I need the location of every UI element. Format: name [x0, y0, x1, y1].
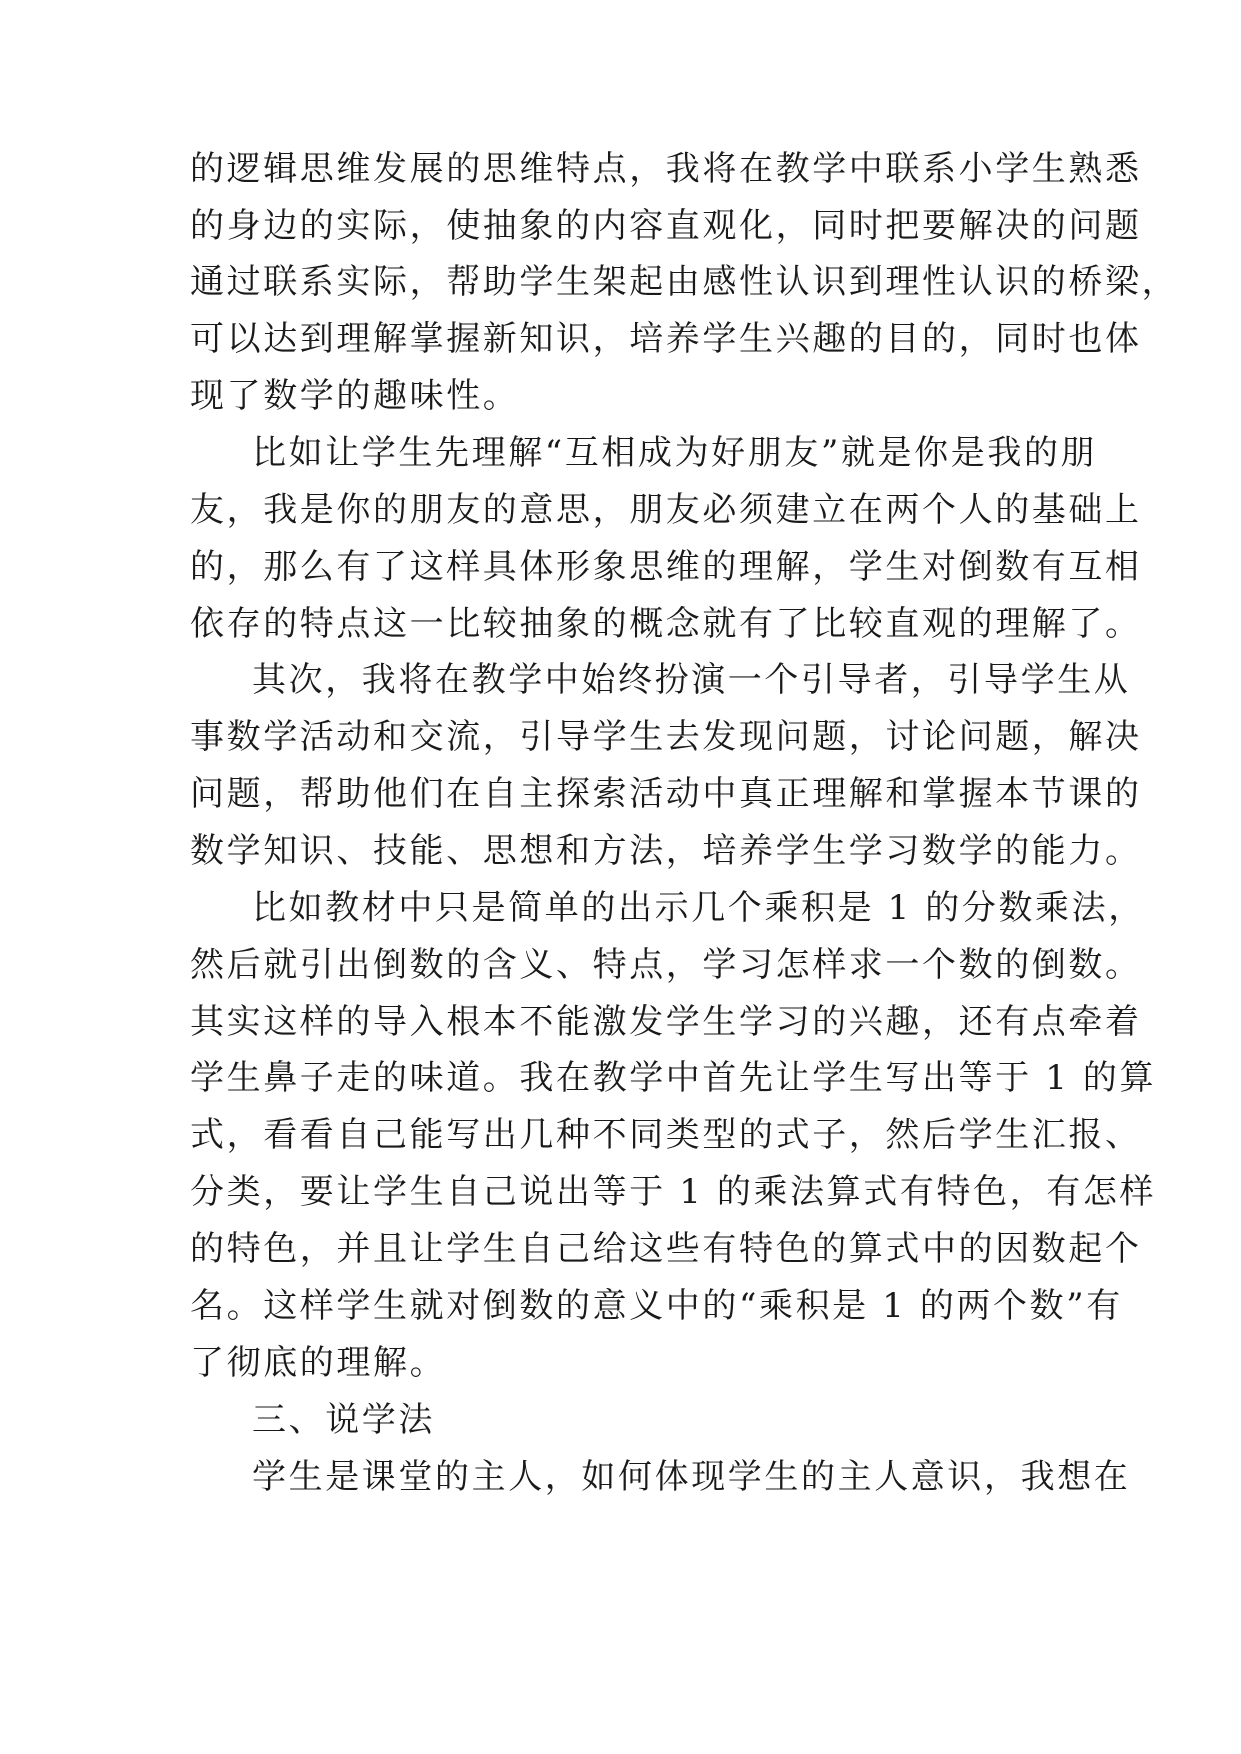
paragraph-text: 通过联系实际，帮助学生架起由感性认识到理性认识的桥梁，: [190, 262, 1179, 302]
paragraph-text: 分类，要让学生自己说出等于 1 的乘法算式有特色，有怎样: [190, 1172, 1157, 1212]
section-heading: 三、说学法: [252, 1400, 435, 1440]
paragraph-text: 式，看看自己能写出几种不同类型的式子，然后学生汇报、: [190, 1115, 1142, 1155]
paragraph-text: 的特色，并且让学生自己给这些有特色的算式中的因数起个: [190, 1229, 1142, 1269]
paragraph-text: 事数学活动和交流，引导学生去发现问题，讨论问题，解决: [190, 717, 1142, 757]
paragraph-text: 名。这样学生就对倒数的意义中的“乘积是 1 的两个数”有: [190, 1286, 1123, 1326]
paragraph-text: 了彻底的理解。: [190, 1343, 447, 1383]
paragraph-first-line: 学生是课堂的主人，如何体现学生的主人意识，我想在: [252, 1457, 1131, 1497]
paragraph-text: 学生鼻子走的味道。我在教学中首先让学生写出等于 1 的算: [190, 1058, 1157, 1098]
paragraph-text: 其实这样的导入根本不能激发学生学习的兴趣，还有点牵着: [190, 1002, 1142, 1042]
paragraph-text: 然后就引出倒数的含义、特点，学习怎样求一个数的倒数。: [190, 945, 1142, 985]
paragraph-text: 的身边的实际，使抽象的内容直观化，同时把要解决的问题: [190, 206, 1142, 246]
paragraph-text: 现了数学的趣味性。: [190, 376, 520, 416]
paragraph-text: 问题，帮助他们在自主探索活动中真正理解和掌握本节课的: [190, 774, 1142, 814]
paragraph-text: 可以达到理解掌握新知识，培养学生兴趣的目的，同时也体: [190, 319, 1142, 359]
paragraph-first-line: 比如教材中只是简单的出示几个乘积是 1 的分数乘法，: [252, 888, 1145, 928]
paragraph-text: 数学知识、技能、思想和方法，培养学生学习数学的能力。: [190, 831, 1142, 871]
paragraph-text: 依存的特点这一比较抽象的概念就有了比较直观的理解了。: [190, 604, 1142, 644]
paragraph-text: 的逻辑思维发展的思维特点，我将在教学中联系小学生熟悉: [190, 149, 1142, 189]
paragraph-first-line: 比如让学生先理解“互相成为好朋友”就是你是我的朋: [252, 433, 1098, 473]
paragraph-first-line: 其次，我将在教学中始终扮演一个引导者，引导学生从: [252, 660, 1131, 700]
paragraph-text: 友，我是你的朋友的意思，朋友必须建立在两个人的基础上: [190, 490, 1142, 530]
paragraph-text: 的，那么有了这样具体形象思维的理解，学生对倒数有互相: [190, 547, 1142, 587]
